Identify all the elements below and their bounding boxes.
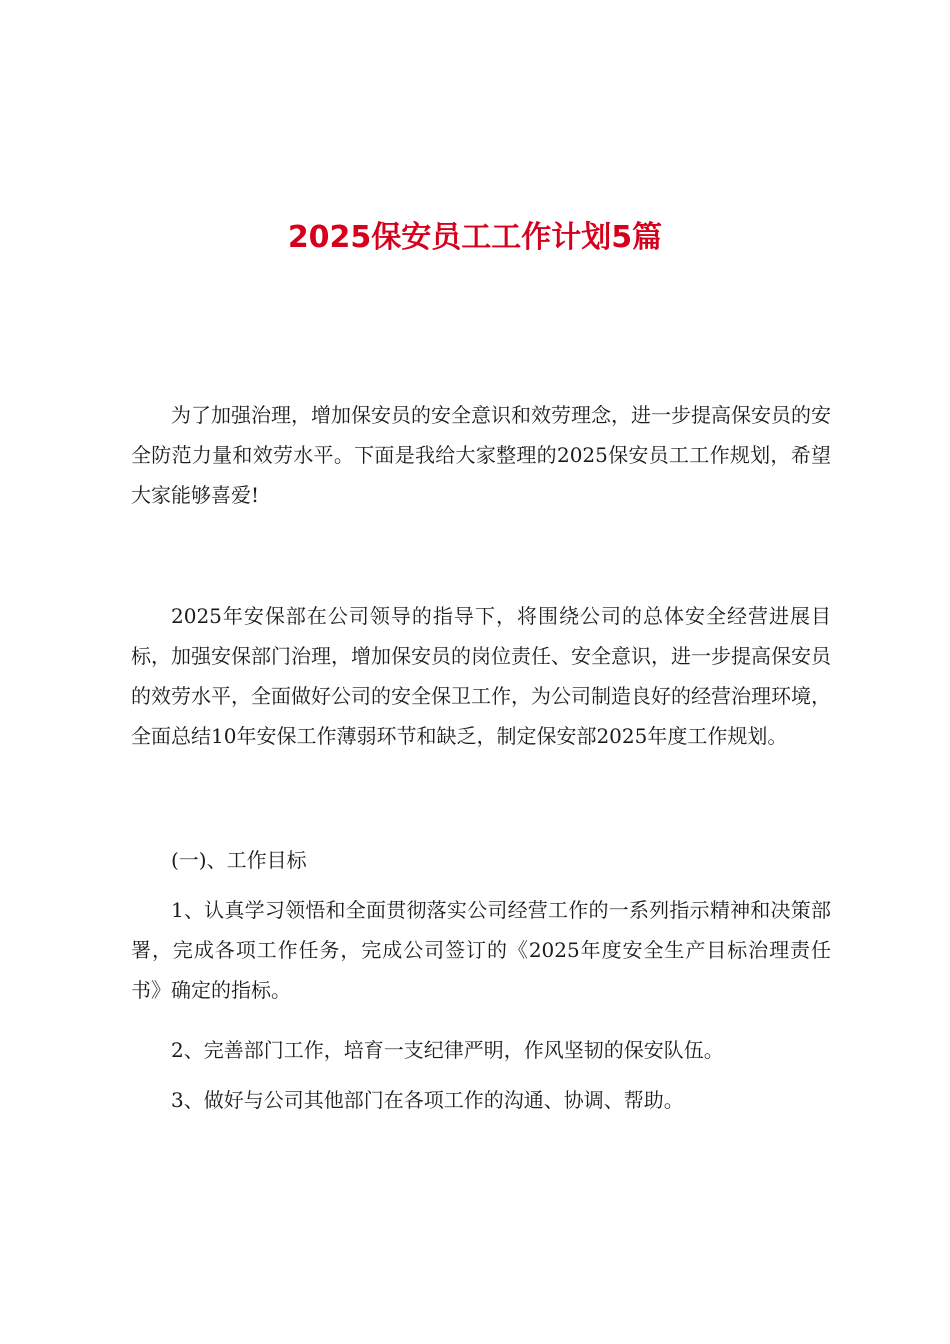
document-title: 2025保安员工工作计划5篇 [287,220,663,255]
section-heading: (一)、工作目标 [171,848,307,872]
list-item: 3、做好与公司其他部门在各项工作的沟通、协调、帮助。 [171,1088,684,1112]
list-item: 2、完善部门工作，培育一支纪律严明，作风坚韧的保安队伍。 [171,1038,724,1062]
overview-paragraph: 2025年安保部在公司领导的指导下，将围绕公司的总体安全经营进展目标，加强安保部门治理，增加保安员的岗位责任、安全意识，进一步提高保安员的效劳水平，全面做好公司的安全保卫工作，为公司制造良好的经营治理环境，全面总结10年安保工作薄弱环节和缺乏，制定保安部2025年度工作规划。 [131,604,831,748]
list-item: 1、认真学习领悟和全面贯彻落实公司经营工作的一系列指示精神和决策部署，完成各项工作任务，完成公司签订的《2025年度安全生产目标治理责任书》确定的指标。 [131,898,831,1002]
intro-paragraph: 为了加强治理，增加保安员的安全意识和效劳理念，进一步提高保安员的安全防范力量和效劳水平。下面是我给大家整理的2025保安员工工作规划，希望大家能够喜爱! [131,403,831,507]
